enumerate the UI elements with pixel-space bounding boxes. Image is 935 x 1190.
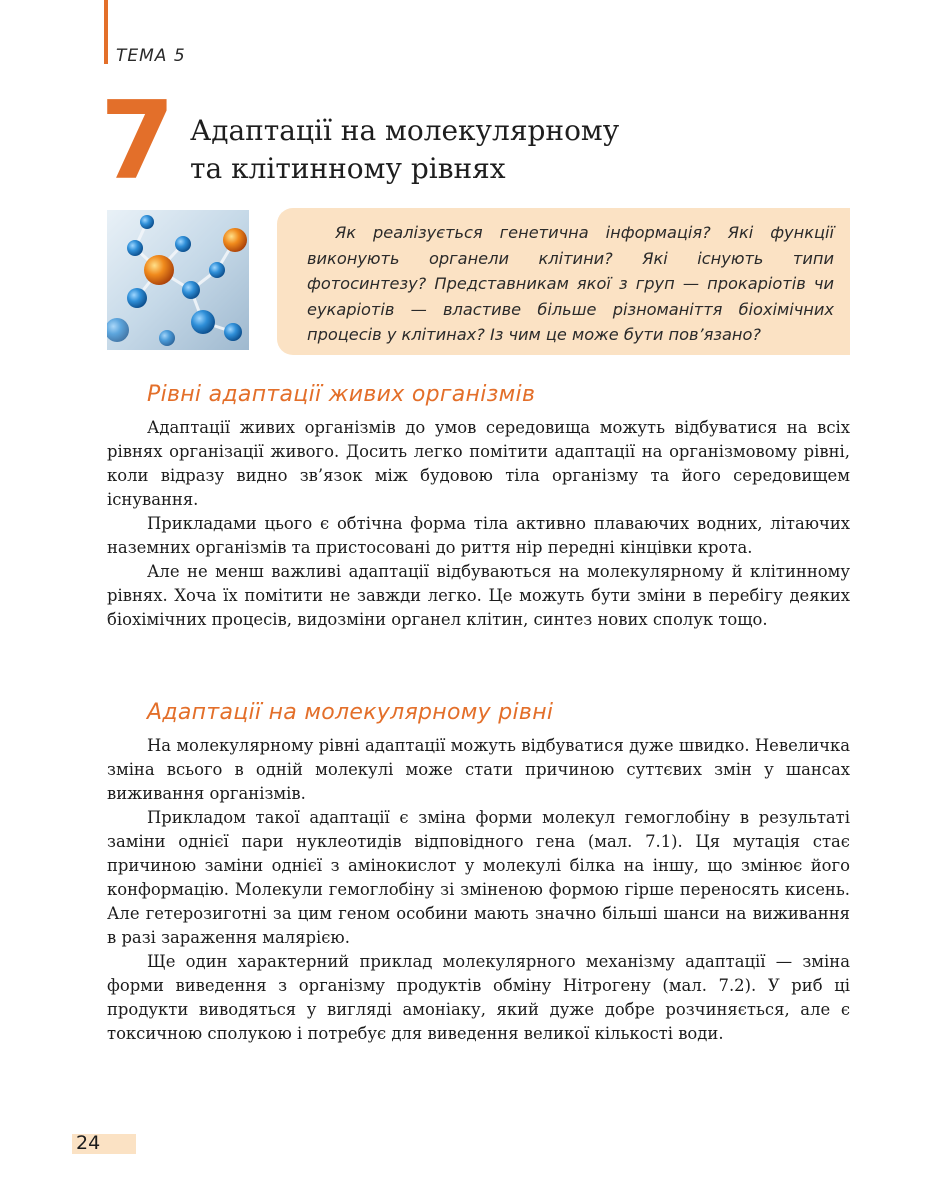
intro-questions-box xyxy=(277,208,850,355)
paragraph: Адаптації живих організмів до умов середовища можуть відбуватися на всіх рівнях організації живого. Досить легко помітити адаптації на організмовому рівні, коли відразу видно зв’язок між будовою тіла організму та його середовищем існування. xyxy=(107,418,850,509)
intro-questions-text: Як реалізується генетична інформація? Які функції виконують органели клітини? Які існують типи фотосинтезу? Представникам якої з груп — прокаріотів чи еукаріотів — властиве більше різноманіття біохімічних процесів у клітинах? Із чим це може бути пов’язано? xyxy=(307,223,834,344)
chapter-number: 7 xyxy=(100,79,176,204)
paragraph: Ще один характерний приклад молекулярного механізму адаптації — зміна форми виведення з організму продуктів обміну Нітрогену (мал. 7.2). У риб ці продукти виводяться у вигляді амоніаку, який дуже добре розчиняється, але є токсичною сполукою і потребує для виведення великої кількості води. xyxy=(107,952,850,1043)
section-heading-adaptation-levels: Рівні адаптації живих організмів xyxy=(147,382,536,407)
page-number: 24 xyxy=(76,1132,101,1154)
section-body-molecular-adaptations xyxy=(107,734,850,1046)
section-body-adaptation-levels xyxy=(107,416,850,632)
paragraph: На молекулярному рівні адаптації можуть відбуватися дуже швидко. Невеличка зміна всього в одній молекулі може стати причиною суттєвих змін у шансах виживання організмів. xyxy=(107,736,850,803)
paragraph: Але не менш важливі адаптації відбуваються на молекулярному й клітинному рівнях. Хоча їх помітити не завжди легко. Це можуть бути зміни в перебігу деяких біохімічних процесів, видозміни органел клітин, синтез нових сполук тощо. xyxy=(107,562,850,629)
topic-accent-bar xyxy=(104,0,108,64)
paragraph: Прикладом такої адаптації є зміна форми молекул гемоглобіну в результаті заміни однієї пари нуклеотидів відповідного гена (мал. 7.1). Ця мутація стає причиною заміни однієї з амінокислот у молекулі білка на іншу, що змінює його конформацію. Молекули гемоглобіну зі зміненою формою гірше переносять кисень. Але гетерозиготні за цим геном особини мають значно більші шанси на виживання в разі зараження малярією. xyxy=(107,808,850,947)
section-heading-molecular-adaptations: Адаптації на молекулярному рівні xyxy=(147,700,554,725)
paragraph: Прикладами цього є обтічна форма тіла активно плаваючих водних, літаючих наземних організмів та пристосовані до риття нір передні кінцівки крота. xyxy=(107,514,850,557)
topic-label: ТЕМА 5 xyxy=(116,46,186,66)
chapter-title: Адаптації на молекулярному та клітинному рівнях xyxy=(190,114,620,185)
molecule-illustration xyxy=(107,210,249,350)
